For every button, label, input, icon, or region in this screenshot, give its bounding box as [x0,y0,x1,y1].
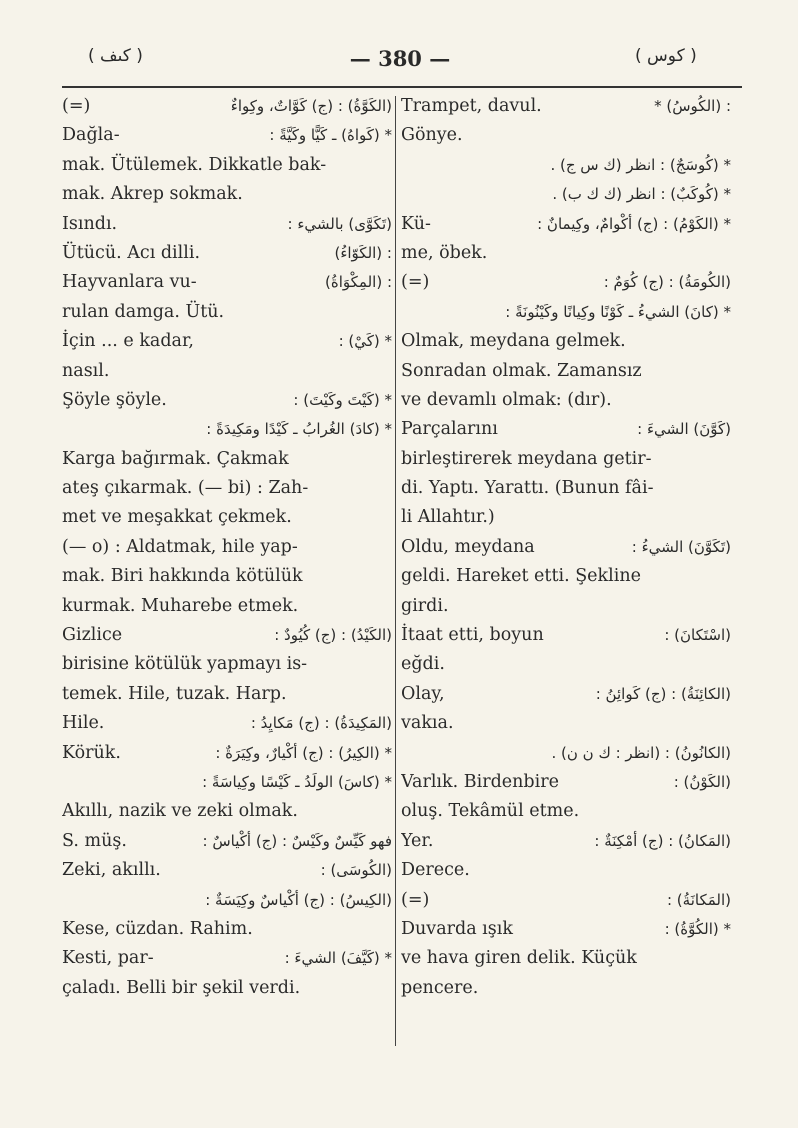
turkish-text: geldi. Hareket etti. Şekline [401,566,641,587]
turkish-text: Dağla- [62,125,120,146]
turkish-text: mak. Biri hakkında kötülük [62,566,303,587]
entry-line [62,239,392,268]
turkish-text: Isındı. [62,213,118,234]
entry-line [401,709,731,738]
entry-line [401,210,731,239]
turkish-text: mak. Akrep sokmak. [62,184,243,205]
arabic-headword: (الكَيْدُ) : (ج) كُيُودٌ : [274,626,392,645]
turkish-text: mak. Ütülemek. Dikkatle bak- [62,154,327,175]
turkish-text: nasıl. [62,360,110,381]
arabic-headword: * (كُوكَبٌ) : انظر (ك ك ب) . [552,185,731,204]
turkish-text: Kesti, par- [62,948,154,969]
turkish-text: Karga bağırmak. Çakmak [62,448,289,469]
entry-line [401,768,731,797]
turkish-text: met ve meşakkat çekmek. [62,507,292,528]
entry-line [401,415,731,444]
entry-line [401,327,731,356]
turkish-text: Ütücü. Acı dilli. [62,242,201,263]
arabic-headword: (تَكَوَّى) بالشيء : [287,214,392,233]
entry-line [62,709,392,738]
arabic-headword: (الكانُونُ) : (انظر : ك ن ن) . [551,743,731,762]
turkish-text: İtaat etti, boyun [401,625,544,646]
turkish-text: Kese, cüzdan. Rahim. [62,918,253,939]
entry-line [62,974,392,1003]
turkish-text: ve devamlı olmak: (dır). [401,389,612,410]
entry-line [62,944,392,973]
entry-line [401,445,731,474]
entry-line [401,739,731,768]
entry-line [401,386,731,415]
entry-line [401,357,731,386]
turkish-text: çaladı. Belli bir şekil verdi. [62,977,301,998]
entry-line [62,503,392,532]
arabic-headword: (الكائِنَةُ) : (ج) كَوائِنُ : [595,684,731,703]
entry-line [401,944,731,973]
entry-line [401,121,731,150]
arabic-headword: * (كادَ) الغُرابُ ـ كَيْدًا ومَكِيدَةً : [206,420,392,439]
entry-line [62,739,392,768]
page-number: — 380 — [349,46,451,71]
turkish-text: Şöyle şöyle. [62,389,167,410]
arabic-headword: : (الكُوسُ) * [654,97,731,115]
arabic-headword: * (الكِيرُ) : (ج) أكْيارٌ، وكِيَرَةٌ : [215,743,392,762]
turkish-text: (=) [401,272,430,293]
entry-line [62,856,392,885]
entry-line [62,827,392,856]
turkish-text: pencere. [401,977,479,998]
arabic-headword: * (الكَوْمُ) : (ج) أكْوامٌ، وكِيمانٌ : [537,214,731,233]
turkish-text: Oldu, meydana [401,536,535,557]
entry-line [401,474,731,503]
turkish-text: ve hava giren delik. Küçük [401,948,637,969]
turkish-text: Duvarda ışık [401,918,513,939]
turkish-text: (— o) : Aldatmak, hile yap- [62,536,298,557]
turkish-text: oluş. Tekâmül etme. [401,801,580,822]
entry-line [401,562,731,591]
arabic-headword: (الكَوْنُ) : [673,772,731,791]
arabic-headword: (المَكِيدَةُ) : (ج) مَكايِدُ : [250,714,392,733]
entry-line [62,357,392,386]
entry-line [62,650,392,679]
entry-line [401,797,731,826]
turkish-text: me, öbek. [401,242,488,263]
entry-line [401,856,731,885]
turkish-text: Zeki, akıllı. [62,860,161,881]
arabic-headword: فهو كَيِّسٌ وكَيْسٌ : (ج) أكْياسٌ : [202,831,392,850]
arabic-headword: * (كَيَّفَ) الشيءَ : [284,949,392,968]
entry-line [401,621,731,650]
turkish-text: Gönye. [401,125,463,146]
entry-line [62,386,392,415]
turkish-text: Olmak, meydana gelmek. [401,331,626,352]
turkish-text: eğdi. [401,654,445,675]
arabic-headword: * (كَواهُ) ـ كَيًّا وكَيَّةً : [269,126,392,145]
entry-line [401,827,731,856]
arabic-headword: (المَكانَةُ) : [666,890,731,909]
arabic-headword: (الكَوَّةُ) : (ج) كَوَّاتٌ، وكِواءٌ [230,97,392,115]
entry-line [62,327,392,356]
arabic-headword: (الكُوسَى) : [320,861,392,880]
turkish-text: birleştirerek meydana getir- [401,448,652,469]
entry-line [62,151,392,180]
turkish-text: rulan damga. Ütü. [62,301,225,322]
turkish-text: Olay, [401,683,445,704]
entry-line [401,180,731,209]
arabic-headword: (كَوَّنَ) الشيءَ : [637,420,731,439]
arabic-headword: (المَكانُ) : (ج) أمْكِنَةٌ : [594,831,731,850]
entry-line [401,915,731,944]
turkish-text: birisine kötülük yapmayı is- [62,654,308,675]
entry-line [62,445,392,474]
turkish-text: (=) [401,889,430,910]
entry-line [401,268,731,297]
right-column [401,92,731,1003]
arabic-headword: * (كَيْتَ وكَيْتَ) : [293,390,392,409]
header-rule [62,86,742,88]
entry-line [62,797,392,826]
turkish-text: Gizlice [62,625,123,646]
entry-line [62,180,392,209]
arabic-headword: * (كَيْ) : [338,332,392,351]
column-divider [395,96,396,1046]
turkish-text: ateş çıkarmak. (— bi) : Zah- [62,478,309,499]
turkish-text: di. Yaptı. Yarattı. (Bunun fâi- [401,478,654,499]
entry-line [62,268,392,297]
entry-line [62,915,392,944]
entry-line [62,121,392,150]
turkish-text: Akıllı, nazik ve zeki olmak. [62,801,298,822]
turkish-text: S. müş. [62,830,127,851]
turkish-text: Parçalarını [401,419,498,440]
turkish-text: Varlık. Birdenbire [401,771,559,792]
arabic-headword: * (كانَ) الشيءُ ـ كَوْنًا وكِيانًا وكَيْنُونَةً : [505,302,731,321]
entry-line [401,974,731,1003]
arabic-headword: (الكُومَةُ) : (ج) كُوَمٌ : [603,273,731,292]
entry-line [62,768,392,797]
entry-line [62,621,392,650]
header-right-guideword: ( كوس ) [635,46,697,66]
entry-line [401,239,731,268]
turkish-text: Hayvanlara vu- [62,272,197,293]
entry-line [62,680,392,709]
turkish-text: İçin ... e kadar, [62,331,194,352]
entry-line [62,92,392,121]
turkish-text: temek. Hile, tuzak. Harp. [62,683,287,704]
entry-line [62,562,392,591]
turkish-text: Kü- [401,213,431,234]
entry-line [62,210,392,239]
entry-line [401,680,731,709]
entry-line [401,92,731,121]
turkish-text: Derece. [401,860,470,881]
turkish-text: Körük. [62,742,121,763]
entry-line [401,503,731,532]
turkish-text: girdi. [401,595,449,616]
arabic-headword: * (كُوسَجٌ) : انظر (ك س ج) . [550,155,731,174]
arabic-headword: (اسْتَكانَ) : [664,626,731,645]
entry-line [62,474,392,503]
turkish-text: Trampet, davul. [401,96,542,116]
entry-line [401,886,731,915]
turkish-text: vakıa. [401,713,454,734]
entry-line [62,415,392,444]
turkish-text: kurmak. Muharebe etmek. [62,595,299,616]
entry-line [401,592,731,621]
turkish-text: Yer. [401,830,434,851]
arabic-headword: : (الكَوّاءُ) [334,243,392,262]
entry-line [62,592,392,621]
entry-line [62,533,392,562]
header-left-guideword: ( كىف ) [88,46,143,66]
turkish-text: (=) [62,96,91,116]
arabic-headword: : (المِكْوَاةُ) [325,273,392,292]
arabic-headword: (الكِيسُ) : (ج) أكْياسٌ وكِيَسَةٌ : [205,890,392,909]
entry-line [401,298,731,327]
entry-line [401,650,731,679]
turkish-text: Hile. [62,713,105,734]
turkish-text: Sonradan olmak. Zamansız [401,360,642,381]
arabic-headword: * (كاسَ) الولَدُ ـ كَيْسًا وكِياسَةً : [202,772,392,791]
left-column [62,92,392,1003]
entry-line [401,151,731,180]
entry-line [401,533,731,562]
arabic-headword: * (الكُوَّةُ) : [664,919,731,938]
entry-line [62,886,392,915]
arabic-headword: (تَكَوَّنَ) الشيءُ : [631,537,731,556]
entry-line [62,298,392,327]
turkish-text: li Allahtır.) [401,507,495,528]
